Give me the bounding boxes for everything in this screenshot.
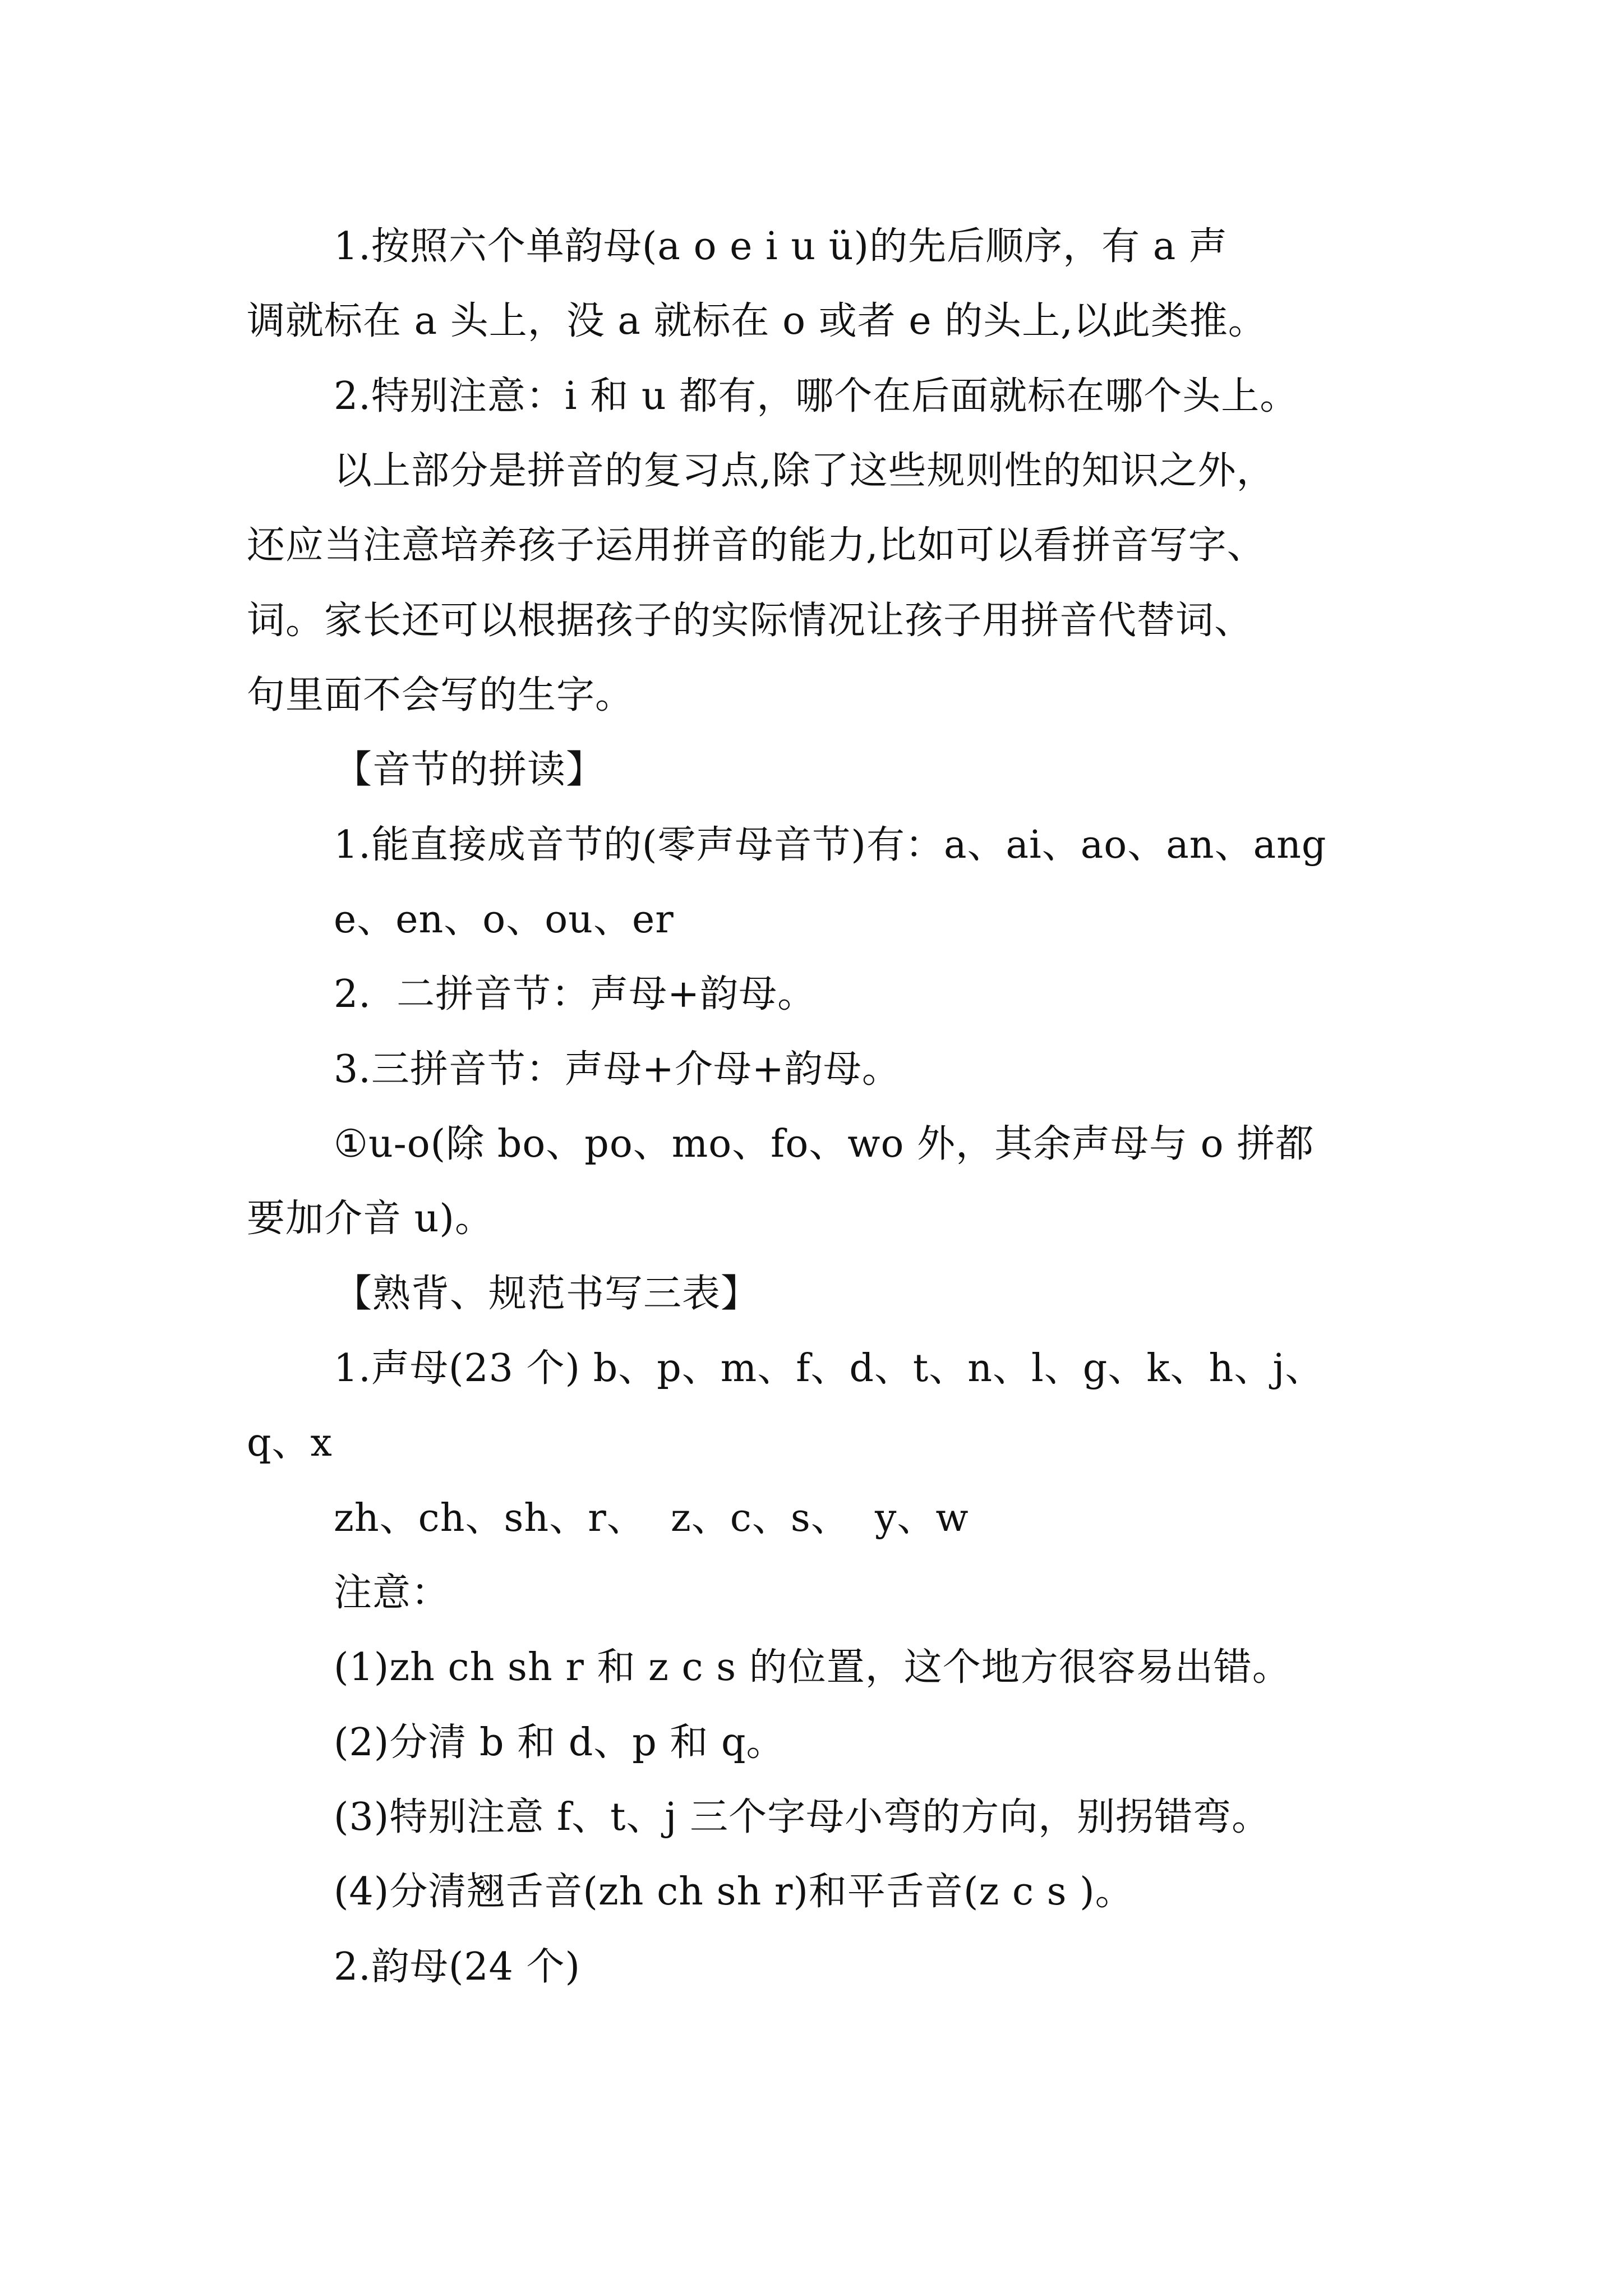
syllable-item-2: 2. 二拼音节：声母+韵母。 xyxy=(334,972,817,1016)
finals-heading: 2.韵母(24 个) xyxy=(334,1945,581,1989)
rule-1-line-1: 1.按照六个单韵母(a o e i u ü)的先后顺序，有 a 声 xyxy=(334,224,1228,269)
rule-1-line-2: 调就标在 a 头上，没 a 就标在 o 或者 e 的头上,以此类推。 xyxy=(247,299,1267,343)
section-heading-syllables: 【音节的拼读】 xyxy=(334,748,605,792)
summary-line-2: 还应当注意培养孩子运用拼音的能力,比如可以看拼音写字、 xyxy=(247,523,1266,568)
note-3: (3)特别注意 f、t、j 三个字母小弯的方向，别拐错弯。 xyxy=(334,1795,1271,1839)
initials-line-3: zh、ch、sh、r、 z、c、s、 y、w xyxy=(334,1496,969,1540)
note-1: (1)zh ch sh r 和 z c s 的位置，这个地方很容易出错。 xyxy=(334,1645,1291,1690)
syllable-item-1-line-2: e、en、o、ou、er xyxy=(334,898,674,942)
section-heading-tables: 【熟背、规范书写三表】 xyxy=(334,1272,760,1316)
initials-line-1: 1.声母(23 个) b、p、m、f、d、t、n、l、g、k、h、j、 xyxy=(334,1346,1324,1391)
rule-2: 2.特别注意：i 和 u 都有，哪个在后面就标在哪个头上。 xyxy=(334,374,1299,418)
summary-line-1: 以上部分是拼音的复习点,除了这些规则性的知识之外， xyxy=(334,449,1275,493)
note-heading: 注意： xyxy=(334,1571,450,1615)
initials-line-2: q、x xyxy=(247,1421,333,1465)
summary-line-4: 句里面不会写的生字。 xyxy=(247,673,634,717)
syllable-note-line-2: 要加介音 u)。 xyxy=(247,1197,494,1241)
syllable-note-line-1: ①u-o(除 bo、po、mo、fo、wo 外，其余声母与 o 拼都 xyxy=(334,1122,1315,1166)
note-2: (2)分清 b 和 d、p 和 q。 xyxy=(334,1720,785,1765)
syllable-item-3: 3.三拼音节：声母+介母+韵母。 xyxy=(334,1047,901,1092)
syllable-item-1-line-1: 1.能直接成音节的(零声母音节)有：a、ai、ao、an、ang xyxy=(334,823,1327,867)
summary-line-3: 词。家长还可以根据孩子的实际情况让孩子用拼音代替词、 xyxy=(247,599,1253,643)
note-4: (4)分清翘舌音(zh ch sh r)和平舌音(z c s )。 xyxy=(334,1870,1134,1914)
